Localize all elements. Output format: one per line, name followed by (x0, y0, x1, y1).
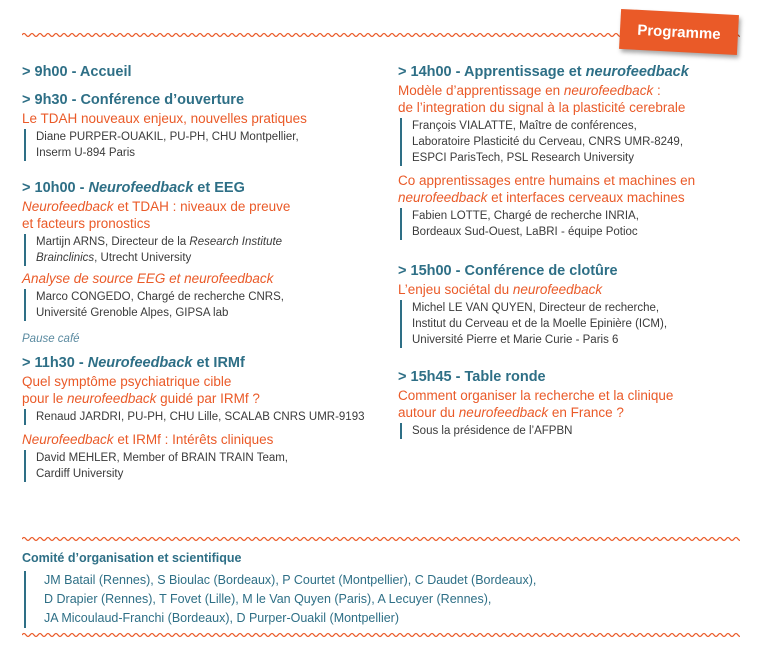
session-time: 14h00 (410, 64, 452, 80)
session-ouverture (22, 90, 392, 161)
program-left-column (22, 62, 392, 482)
arrow-icon: > (398, 369, 407, 385)
speaker-info: Renaud JARDRI, PU-PH, CHU Lille, SCALAB CNRS UMR-9193 (24, 409, 392, 425)
session-heading: > 10h00 - Neurofeedback et EEG (22, 180, 245, 196)
wavy-divider-bottom (22, 631, 740, 639)
speaker-info: Michel LE VAN QUYEN, Directeur de recherche, Institut du Cerveau et de la Moelle Epinière (ICM), Université Pierre et Marie Curie - Paris 6 (400, 300, 743, 348)
programme-badge (619, 9, 739, 55)
committee-title: Comité d’organisation et scientifique (22, 551, 242, 565)
session-apprentissage (398, 62, 743, 240)
speaker-info: Fabien LOTTE, Chargé de recherche INRIA, Bordeaux Sud-Ouest, LaBRI - équipe Potioc (400, 208, 743, 240)
session-time: 9h00 (34, 64, 68, 80)
committee-members: JM Batail (Rennes), S Bioulac (Bordeaux), P Courtet (Montpellier), C Daudet (Bordeaux), D Drapier (Rennes), T Fovet (Lille), M le Van Quyen (Paris), A Lecuyer (Rennes), JA Micoulaud-Franchi (Bordeaux), D Purper-Ouakil (Montpellier) (24, 571, 742, 628)
session-time: 15h45 (410, 369, 452, 385)
talk-title: Neurofeedback et TDAH : niveaux de preuve et facteurs pronostics (22, 199, 291, 231)
programme-badge-label: Programme (636, 21, 722, 43)
session-table-ronde (398, 367, 743, 439)
speaker-info: François VIALATTE, Maître de conférences, Laboratoire Plasticité du Cerveau, CNRS UMR-8249, ESPCI ParisTech, PSL Research University (400, 118, 743, 166)
talk-title: Analyse de source EEG et neurofeedback (22, 271, 274, 286)
session-accueil (22, 62, 392, 82)
session-heading: > 9h00 - Accueil (22, 64, 132, 80)
session-time: 10h00 (34, 180, 76, 196)
session-title: Conférence de clotûre (464, 263, 618, 279)
committee-section (22, 549, 742, 628)
session-title: Table ronde (464, 369, 546, 385)
wavy-divider-middle (22, 535, 740, 543)
talk-title: Le TDAH nouveaux enjeux, nouvelles pratiques (22, 111, 307, 126)
session-heading: > 9h30 - Conférence d’ouverture (22, 92, 245, 108)
session-title: Accueil (79, 64, 132, 80)
speaker-info: Martijn ARNS, Directeur de la Research Institute Brainclinics, Utrecht University (24, 234, 392, 266)
session-heading: > 11h30 - Neurofeedback et IRMf (22, 355, 245, 371)
session-heading: > 15h45 - Table ronde (398, 369, 546, 385)
session-heading: > 15h00 - Conférence de clotûre (398, 263, 618, 279)
talk-title: Quel symptôme psychiatrique cible pour le neurofeedback guidé par IRMf ? (22, 374, 260, 406)
session-title: Conférence d’ouverture (80, 92, 245, 108)
talk-title: Comment organiser la recherche et la clinique autour du neurofeedback en France ? (398, 388, 674, 420)
talk-title: Co apprentissages entre humains et machines en neurofeedback et interfaces cerveaux machines (398, 173, 696, 205)
session-irmf (22, 353, 392, 482)
program-right-column (398, 62, 743, 439)
session-cloture (398, 261, 743, 348)
session-time: 15h00 (410, 263, 452, 279)
talk-title: Neurofeedback et IRMf : Intérêts cliniques (22, 432, 274, 447)
speaker-info: Marco CONGEDO, Chargé de recherche CNRS, Université Grenoble Alpes, GIPSA lab (24, 289, 392, 321)
pause-cafe: Pause café (22, 333, 80, 345)
talk-title: Modèle d’apprentissage en neurofeedback : de l’integration du signal à la plasticité cerebrale (398, 83, 686, 115)
arrow-icon: > (398, 263, 407, 279)
arrow-icon: > (22, 180, 31, 196)
arrow-icon: > (398, 64, 407, 80)
arrow-icon: > (22, 92, 31, 108)
session-eeg (22, 178, 392, 321)
speaker-info: Diane PURPER-OUAKIL, PU-PH, CHU Montpellier, Inserm U-894 Paris (24, 129, 392, 161)
arrow-icon: > (22, 355, 31, 371)
speaker-info: Sous la présidence de l’AFPBN (400, 423, 743, 439)
session-heading: > 14h00 - Apprentissage et neurofeedback (398, 64, 689, 80)
session-time: 11h30 (34, 355, 75, 371)
arrow-icon: > (22, 64, 31, 80)
talk-title: L’enjeu sociétal du neurofeedback (398, 282, 603, 297)
session-time: 9h30 (34, 92, 68, 108)
speaker-info: David MEHLER, Member of BRAIN TRAIN Team, Cardiff University (24, 450, 392, 482)
